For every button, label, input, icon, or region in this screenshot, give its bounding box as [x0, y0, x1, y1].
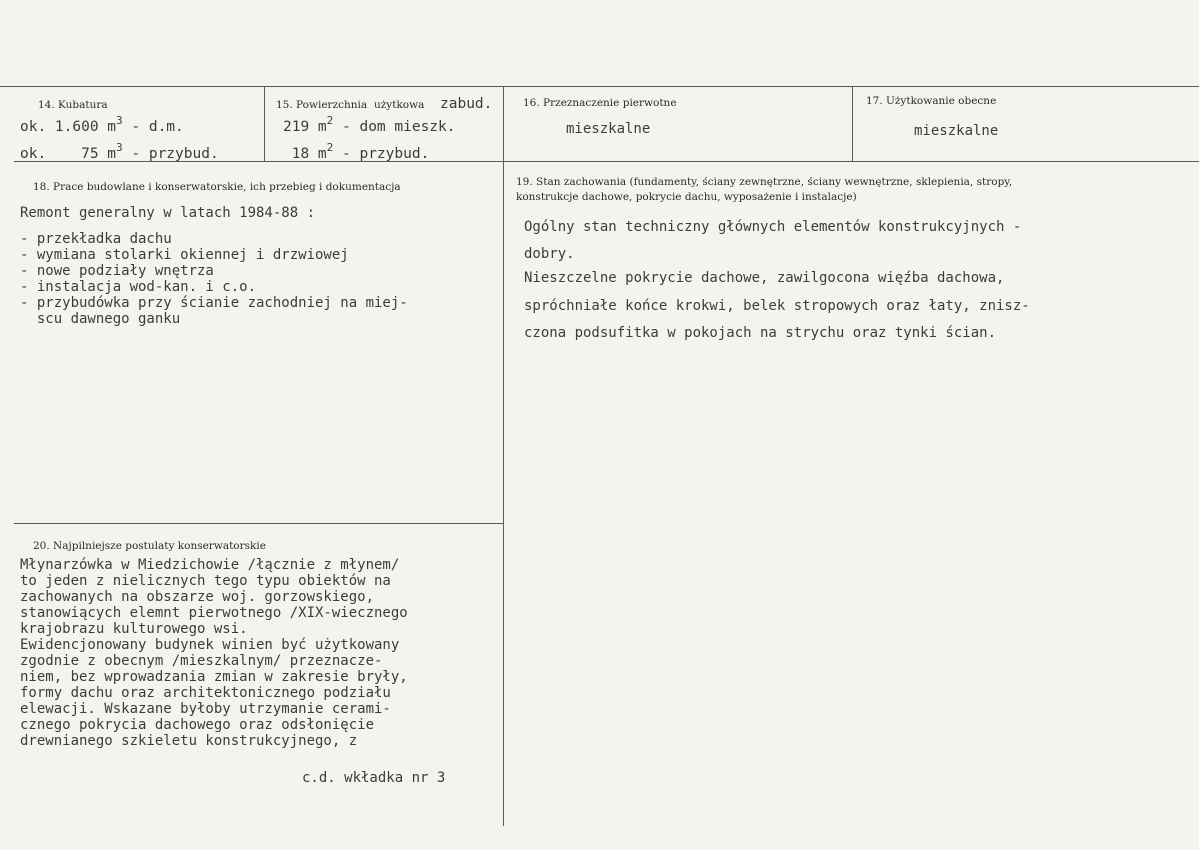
- box18-line-5: - instalacja wod-kan. i c.o.: [20, 279, 257, 295]
- top-rule: [0, 86, 1199, 87]
- box20-line-9: formy dachu oraz architektonicznego podziału: [20, 685, 391, 701]
- box18-line-3: - wymiana stolarki okiennej i drzwiowej: [20, 247, 349, 263]
- box19-line-3: Nieszczelne pokrycie dachowe, zawilgocona więźba dachowa,: [524, 270, 1005, 286]
- box15-typed-option: zabud.: [440, 96, 493, 112]
- divider-16-17: [852, 86, 853, 162]
- box20-line-11: cznego pokrycia dachowego oraz odsłonięcie: [20, 717, 375, 733]
- box16-value: mieszkalne: [566, 121, 651, 137]
- box16-label: 16. Przeznaczenie pierwotne: [523, 97, 677, 109]
- box17-value: mieszkalne: [914, 123, 999, 139]
- box19-line-4: spróchniałe końce krokwi, belek stropowych oraz łaty, znisz-: [524, 298, 1030, 314]
- box14-label: 14. Kubatura: [38, 99, 108, 111]
- box14-line1: ok. 1.600 $m^3 - d.m$.: [20, 114, 184, 135]
- box20-line-7: zgodnie z obecnym /mieszkalnym/ przeznacze-: [20, 653, 383, 669]
- box19-line-1: Ogólny stan techniczny głównych elementów konstrukcyjnych -: [524, 219, 1022, 235]
- divider-15-16: [503, 86, 504, 826]
- box20-line-12: drewnianego szkieletu konstrukcyjnego, z: [20, 733, 358, 749]
- box20-line-6: Ewidencjonowany budynek winien być użytkowany: [20, 637, 400, 653]
- box18-line-1: Remont generalny w latach 1984-88 :: [20, 205, 316, 221]
- divider-14-15: [264, 86, 265, 162]
- box20-line-10: elewacji. Wskazane byłoby utrzymanie cerami-: [20, 701, 391, 717]
- box20-line-3: zachowanych na obszarze woj. gorzowskiego,: [20, 589, 375, 605]
- box15-line1: 219 $m^2$ - dom mieszk.: [283, 114, 456, 135]
- box19-line-5: czona podsufitka w pokojach na strychu oraz tynki ścian.: [524, 325, 997, 341]
- box20-line-4: stanowiących elemnt pierwotnego /XIX-wiecznego: [20, 605, 408, 621]
- box20-line-8: niem, bez wprowadzania zmian w zakresie bryły,: [20, 669, 408, 685]
- box19-label-line1: 19. Stan zachowania (fundamenty, ściany zewnętrzne, ściany wewnętrzne, sklepienia, stropy,: [516, 176, 1013, 188]
- box20-line-2: to jeden z nielicznych tego typu obiektów na: [20, 573, 391, 589]
- box17-label: 17. Użytkowanie obecne: [866, 95, 997, 107]
- box20-label: 20. Najpilniejsze postulaty konserwatorskie: [33, 540, 266, 552]
- box18-line-7: scu dawnego ganku: [20, 311, 181, 327]
- box18-bottom-rule: [14, 523, 504, 524]
- box15-label: 15. Powierzchnia: [276, 99, 368, 111]
- box15-printed-option: użytkowa: [374, 99, 425, 111]
- box20-line-5: krajobrazu kulturowego wsi.: [20, 621, 248, 637]
- box15-line2: 18 $m^2$ - przybud.: [283, 141, 430, 162]
- box18-line-6: - przybudówka przy ścianie zachodniej na miej-: [20, 295, 408, 311]
- box18-line-2: - przekładka dachu: [20, 231, 172, 247]
- box20-line-1: Młynarzówka w Miedzichowie /łącznie z młynem/: [20, 557, 400, 573]
- box20-continuation: c.d. wkładka nr 3: [302, 770, 446, 786]
- box18-line-4: - nowe podziały wnętrza: [20, 263, 214, 279]
- box20-text: [20, 557, 408, 749]
- box19-label-line2: konstrukcje dachowe, pokrycie dachu, wyposażenie i instalacje): [516, 191, 857, 203]
- box14-line2: ok. 75 $m^3$ - przybud.: [20, 141, 219, 162]
- box18-list: [20, 231, 408, 327]
- box19-line-2: dobry.: [524, 246, 575, 262]
- box18-label: 18. Prace budowlane i konserwatorskie, ich przebieg i dokumentacja: [33, 181, 401, 193]
